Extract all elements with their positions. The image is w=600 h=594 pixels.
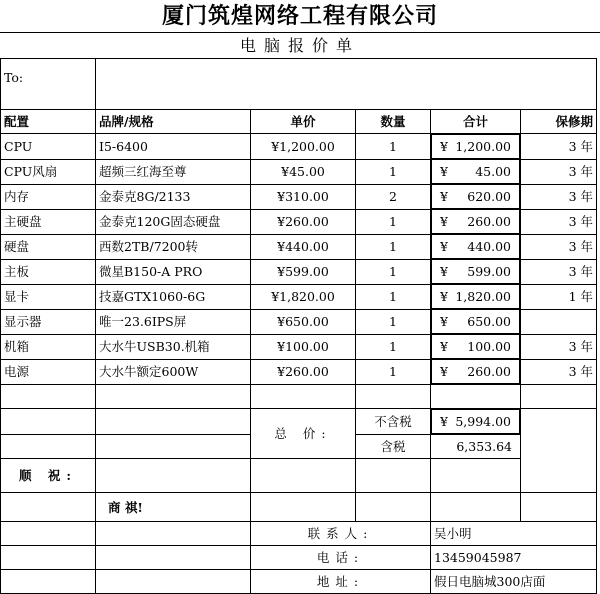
item-unit-price: ¥1,200.00 xyxy=(251,134,356,160)
item-brand: 西数2TB/7200转 xyxy=(96,234,251,259)
item-qty: 1 xyxy=(356,259,431,284)
item-total: ¥ 260.00 xyxy=(431,209,520,234)
recipient-cell[interactable] xyxy=(96,59,597,110)
item-qty: 1 xyxy=(356,359,431,385)
item-brand: 微星B150-A PRO xyxy=(96,259,251,284)
to-label: To: xyxy=(1,59,96,110)
header-total: 合计 xyxy=(431,110,521,134)
item-qty: 1 xyxy=(356,134,431,160)
tax-value: 6,353.64 xyxy=(431,435,521,459)
total-price-label: 总 价: xyxy=(251,409,356,459)
contact-address: 假日电脑城300店面 xyxy=(431,570,597,594)
item-qty: 1 xyxy=(356,159,431,184)
item-total: ¥ 599.00 xyxy=(431,259,520,284)
greeting-row xyxy=(1,459,597,493)
item-qty: 1 xyxy=(356,334,431,359)
header-warranty: 保修期 xyxy=(521,110,597,134)
contact-phone-row xyxy=(1,546,597,570)
header-brand: 品牌/规格 xyxy=(96,110,251,134)
pretax-row xyxy=(1,409,597,435)
contact-phone: 13459045987 xyxy=(431,546,597,570)
contact-address-label: 地址: xyxy=(251,570,431,594)
item-unit-price: ¥260.00 xyxy=(251,209,356,234)
item-brand: 金泰克8G/2133 xyxy=(96,184,251,209)
blessing-row xyxy=(1,493,597,522)
table-row xyxy=(1,334,597,359)
item-brand: 大水牛USB30.机箱 xyxy=(96,334,251,359)
header-qty: 数量 xyxy=(356,110,431,134)
item-name: 主硬盘 xyxy=(1,209,96,234)
item-warranty: 3 年 xyxy=(521,134,597,160)
item-total: ¥ 650.00 xyxy=(431,309,520,334)
header-unit-price: 单价 xyxy=(251,110,356,134)
greeting: 顺 祝: xyxy=(1,459,96,493)
item-warranty: 3 年 xyxy=(521,259,597,284)
contact-phone-label: 电话: xyxy=(251,546,431,570)
recipient-row xyxy=(1,59,597,110)
item-brand: 超频三红海至尊 xyxy=(96,159,251,184)
item-unit-price: ¥100.00 xyxy=(251,334,356,359)
contact-person-row xyxy=(1,522,597,546)
header-row xyxy=(1,110,597,134)
table-row xyxy=(1,284,597,309)
item-warranty xyxy=(521,309,597,334)
contact-person-label: 联系人: xyxy=(251,522,431,546)
contact-person: 吴小明 xyxy=(431,522,597,546)
item-total: ¥ 1,200.00 xyxy=(431,134,520,159)
item-unit-price: ¥310.00 xyxy=(251,184,356,209)
item-total: ¥ 440.00 xyxy=(431,234,520,259)
item-brand: 唯一23.6IPS屏 xyxy=(96,309,251,334)
item-name: CPU风扇 xyxy=(1,159,96,184)
item-name: 电源 xyxy=(1,359,96,385)
item-name: 显卡 xyxy=(1,284,96,309)
item-warranty: 3 年 xyxy=(521,159,597,184)
item-warranty: 3 年 xyxy=(521,209,597,234)
quote-table xyxy=(0,58,597,594)
item-qty: 2 xyxy=(356,184,431,209)
item-name: 主板 xyxy=(1,259,96,284)
item-total: ¥ 620.00 xyxy=(431,184,520,209)
document-subtitle: 电脑报价单 xyxy=(0,32,600,59)
table-row xyxy=(1,234,597,259)
table-row xyxy=(1,209,597,234)
item-total: ¥ 1,820.00 xyxy=(431,284,520,309)
item-total: ¥ 100.00 xyxy=(431,334,520,359)
item-brand: I5-6400 xyxy=(96,134,251,160)
contact-address-row xyxy=(1,570,597,594)
item-warranty: 1 年 xyxy=(521,284,597,309)
item-name: 机箱 xyxy=(1,334,96,359)
item-warranty: 3 年 xyxy=(521,234,597,259)
item-brand: 技嘉GTX1060-6G xyxy=(96,284,251,309)
item-qty: 1 xyxy=(356,309,431,334)
item-name: 硬盘 xyxy=(1,234,96,259)
header-item: 配置 xyxy=(1,110,96,134)
item-unit-price: ¥599.00 xyxy=(251,259,356,284)
table-row xyxy=(1,134,597,160)
item-qty: 1 xyxy=(356,209,431,234)
item-name: 内存 xyxy=(1,184,96,209)
item-name: CPU xyxy=(1,134,96,160)
table-row xyxy=(1,309,597,334)
item-total: ¥ 45.00 xyxy=(431,159,520,184)
blessing: 商 祺! xyxy=(96,493,251,522)
item-qty: 1 xyxy=(356,234,431,259)
item-brand: 金泰克120G固态硬盘 xyxy=(96,209,251,234)
item-unit-price: ¥650.00 xyxy=(251,309,356,334)
pretax-value: ¥ 5,994.00 xyxy=(431,409,520,434)
table-row xyxy=(1,159,597,184)
company-title: 厦门筑煌网络工程有限公司 xyxy=(161,3,438,29)
tax-label: 含税 xyxy=(356,435,431,459)
item-warranty: 3 年 xyxy=(521,184,597,209)
item-brand: 大水牛额定600W xyxy=(96,359,251,385)
table-row xyxy=(1,184,597,209)
item-unit-price: ¥440.00 xyxy=(251,234,356,259)
item-unit-price: ¥45.00 xyxy=(251,159,356,184)
blank-row xyxy=(1,385,597,409)
pretax-label: 不含税 xyxy=(356,409,431,435)
table-row xyxy=(1,359,597,385)
item-warranty: 3 年 xyxy=(521,334,597,359)
item-unit-price: ¥260.00 xyxy=(251,359,356,385)
item-unit-price: ¥1,820.00 xyxy=(251,284,356,309)
item-name: 显示器 xyxy=(1,309,96,334)
item-warranty: 3 年 xyxy=(521,359,597,385)
item-total: ¥ 260.00 xyxy=(431,359,520,384)
table-row xyxy=(1,259,597,284)
item-qty: 1 xyxy=(356,284,431,309)
